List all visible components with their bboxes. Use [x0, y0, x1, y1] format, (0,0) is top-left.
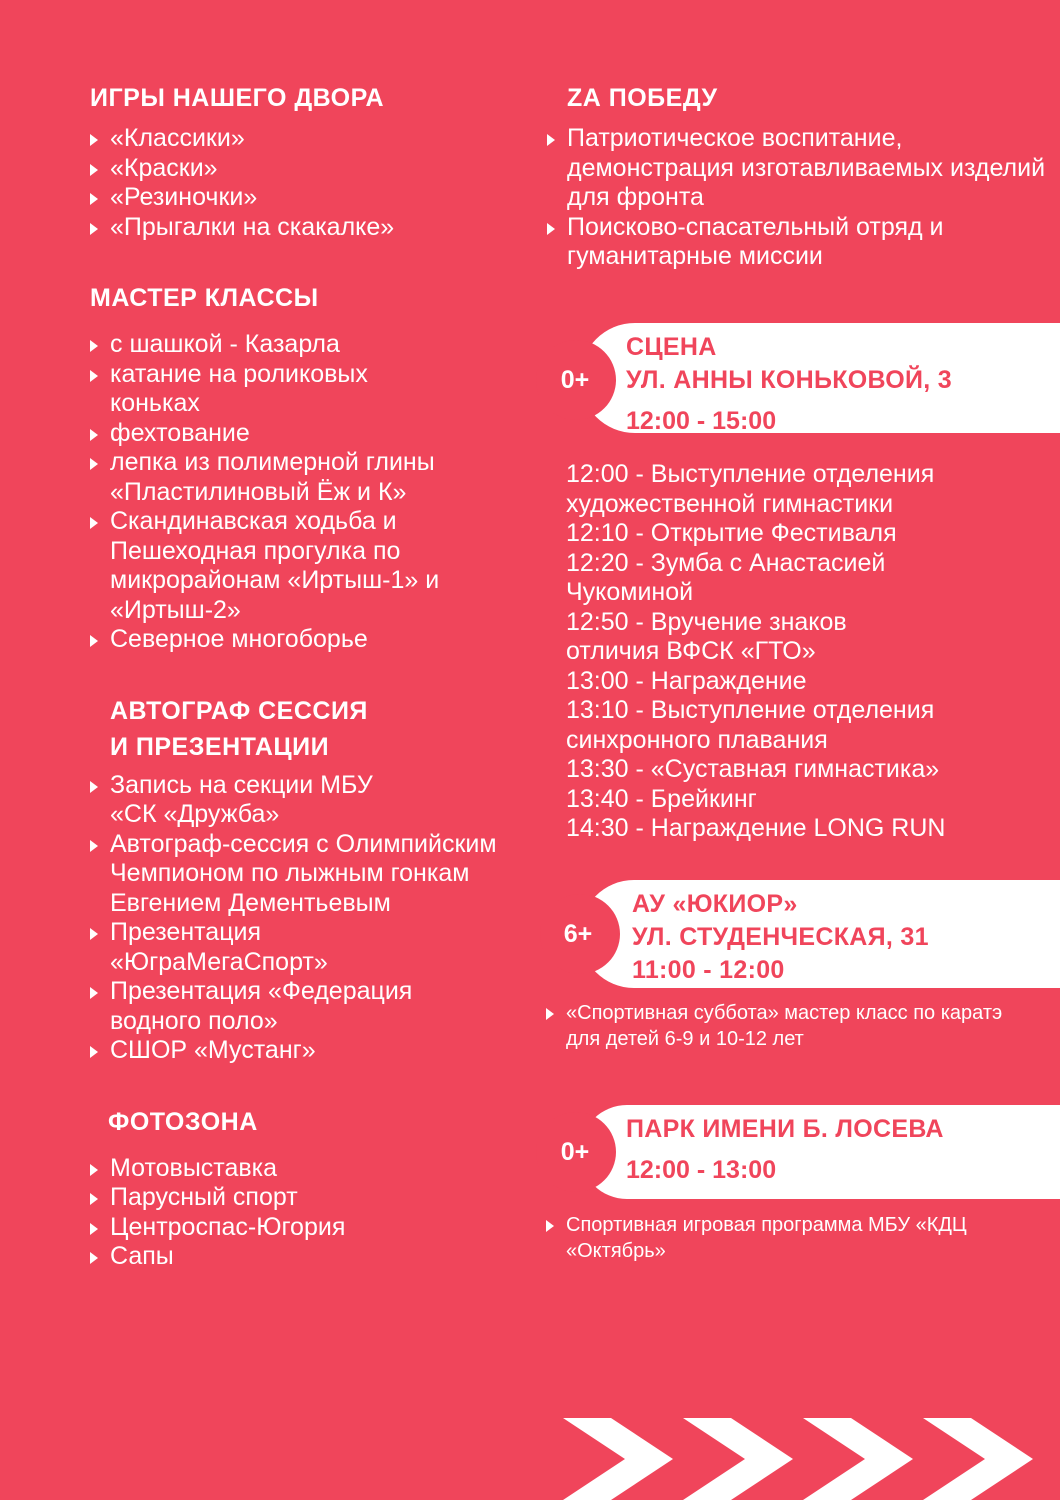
venue-time: 11:00 - 12:00	[632, 956, 785, 984]
age-badge: 0+	[560, 1138, 590, 1166]
triangle-bullet-icon	[90, 223, 98, 235]
photozone-heading: ФОТОЗОНА	[108, 1107, 258, 1136]
triangle-bullet-icon	[90, 517, 98, 529]
list-item: «Спортивная суббота» мастер класс по каратэ для детей 6-9 и 10-12 лет	[546, 1000, 1036, 1052]
schedule-line: 13:40 - Брейкинг	[566, 784, 757, 813]
schedule-line: 12:20 - Зумба с Анастасией	[566, 548, 886, 577]
triangle-bullet-icon	[90, 458, 98, 470]
list-item: Запись на секции МБУ «СК «Дружба»	[90, 771, 400, 830]
triangle-bullet-icon	[546, 1220, 554, 1232]
triangle-bullet-icon	[90, 1252, 98, 1264]
chevron-right-icon	[923, 1418, 1033, 1500]
master-heading: МАСТЕР КЛАССЫ	[90, 284, 319, 312]
list-item: Скандинавская ходьба и Пешеходная прогулка по микрорайонам «Иртыш-1» и «Иртыш-2»	[90, 507, 540, 625]
list-item: Сапы	[90, 1242, 540, 1272]
list-item: «Краски»	[90, 154, 540, 184]
venue-address: УЛ. СТУДЕНЧЕСКАЯ, 31	[632, 923, 929, 951]
triangle-bullet-icon	[90, 1193, 98, 1205]
autograph-list	[90, 771, 510, 1066]
triangle-bullet-icon	[90, 1223, 98, 1235]
list-item: Парусный спорт	[90, 1183, 540, 1213]
list-item: катание на роликовых коньках	[90, 360, 440, 419]
list-item: Автограф-сессия с Олимпийским Чемпионом по лыжным гонкам Евгением Дементьевым	[90, 830, 510, 919]
park-venue-banner	[580, 1105, 1060, 1199]
triangle-bullet-icon	[90, 781, 98, 793]
triangle-bullet-icon	[90, 134, 98, 146]
triangle-bullet-icon	[90, 429, 98, 441]
list-item: Презентация «Федерация водного поло»	[90, 977, 510, 1036]
park-list	[546, 1212, 1026, 1264]
autograph-heading: АВТОГРАФ СЕССИЯ И ПРЕЗЕНТАЦИИ	[110, 696, 368, 761]
photozone-list	[90, 1154, 540, 1272]
ukior-venue-banner	[580, 880, 1060, 988]
schedule-line: синхронного плавания	[566, 725, 828, 754]
schedule-line: 14:30 - Награждение LONG RUN	[566, 814, 946, 842]
list-item: «Прыгалки на скакалке»	[90, 213, 540, 243]
victory-list	[547, 124, 1047, 272]
venue-title: АУ «ЮКИОР»	[632, 890, 798, 918]
list-item: Патриотическое воспитание, демонстрация изготавливаемых изделий для фронта	[547, 124, 1047, 213]
chevron-right-icon	[803, 1418, 913, 1500]
list-item: Презентация «ЮграМегаСпорт»	[90, 918, 400, 977]
venue-address: УЛ. АННЫ КОНЬКОВОЙ, 3	[626, 366, 952, 394]
schedule-line: отличия ВФСК «ГТО»	[566, 637, 816, 665]
age-badge: 0+	[560, 366, 590, 394]
victory-heading: ZА ПОБЕДУ	[567, 84, 718, 112]
list-item: Спортивная игровая программа МБУ «КДЦ «Октябрь»	[546, 1212, 986, 1264]
age-badge: 6+	[563, 920, 593, 948]
schedule-line: художественной гимнастики	[566, 489, 894, 518]
victory-section	[547, 80, 1047, 272]
venue-time: 12:00 - 13:00	[626, 1156, 777, 1184]
list-item: «Резиночки»	[90, 183, 540, 213]
list-item: с шашкой - Казарла	[90, 330, 510, 360]
list-item: лепка из полимерной глины «Пластилиновый Ёж и К»	[90, 448, 470, 507]
triangle-bullet-icon	[90, 1046, 98, 1058]
chevron-right-icon	[683, 1418, 793, 1500]
schedule-line: 12:50 - Вручение знаков	[566, 607, 847, 636]
triangle-bullet-icon	[547, 134, 555, 146]
chevron-right-icon	[563, 1418, 673, 1500]
list-item: Поисково-спасательный отряд и гуманитарные миссии	[547, 213, 1027, 272]
triangle-bullet-icon	[90, 370, 98, 382]
ukior-list	[546, 1000, 1026, 1052]
ukior-section	[546, 1000, 1026, 1052]
venue-time: 12:00 - 15:00	[626, 407, 777, 435]
triangle-bullet-icon	[90, 987, 98, 999]
chevron-arrows-decoration	[563, 1418, 1033, 1500]
venue-title: СЦЕНА	[626, 333, 717, 361]
schedule-line: 13:10 - Выступление отделения	[566, 696, 935, 724]
list-item: «Классики»	[90, 124, 540, 154]
stage-schedule	[566, 460, 1036, 844]
list-item: Северное многоборье	[90, 625, 510, 655]
schedule-line: 12:00 - Выступление отделения	[566, 460, 935, 488]
left-column	[90, 80, 540, 1272]
master-list	[90, 330, 510, 655]
games-list	[90, 124, 540, 242]
triangle-bullet-icon	[90, 635, 98, 647]
triangle-bullet-icon	[90, 340, 98, 352]
triangle-bullet-icon	[90, 928, 98, 940]
triangle-bullet-icon	[90, 193, 98, 205]
games-heading: ИГРЫ НАШЕГО ДВОРА	[90, 84, 385, 112]
venue-title: ПАРК ИМЕНИ Б. ЛОСЕВА	[626, 1115, 944, 1143]
list-item: Мотовыставка	[90, 1154, 540, 1184]
triangle-bullet-icon	[546, 1008, 554, 1020]
park-section	[546, 1212, 1026, 1264]
schedule-line: 13:00 - Награждение	[566, 666, 807, 695]
triangle-bullet-icon	[90, 164, 98, 176]
schedule-line: 12:10 - Открытие Фестиваля	[566, 519, 897, 547]
list-item: фехтование	[90, 419, 510, 449]
schedule-line: 13:30 - «Суставная гимнастика»	[566, 755, 940, 783]
triangle-bullet-icon	[547, 223, 555, 235]
stage-venue-banner	[580, 323, 1060, 433]
list-item: Центроспас-Югория	[90, 1213, 540, 1243]
list-item: СШОР «Мустанг»	[90, 1036, 510, 1066]
triangle-bullet-icon	[90, 840, 98, 852]
triangle-bullet-icon	[90, 1164, 98, 1176]
schedule-line: Чукоминой	[566, 578, 694, 606]
